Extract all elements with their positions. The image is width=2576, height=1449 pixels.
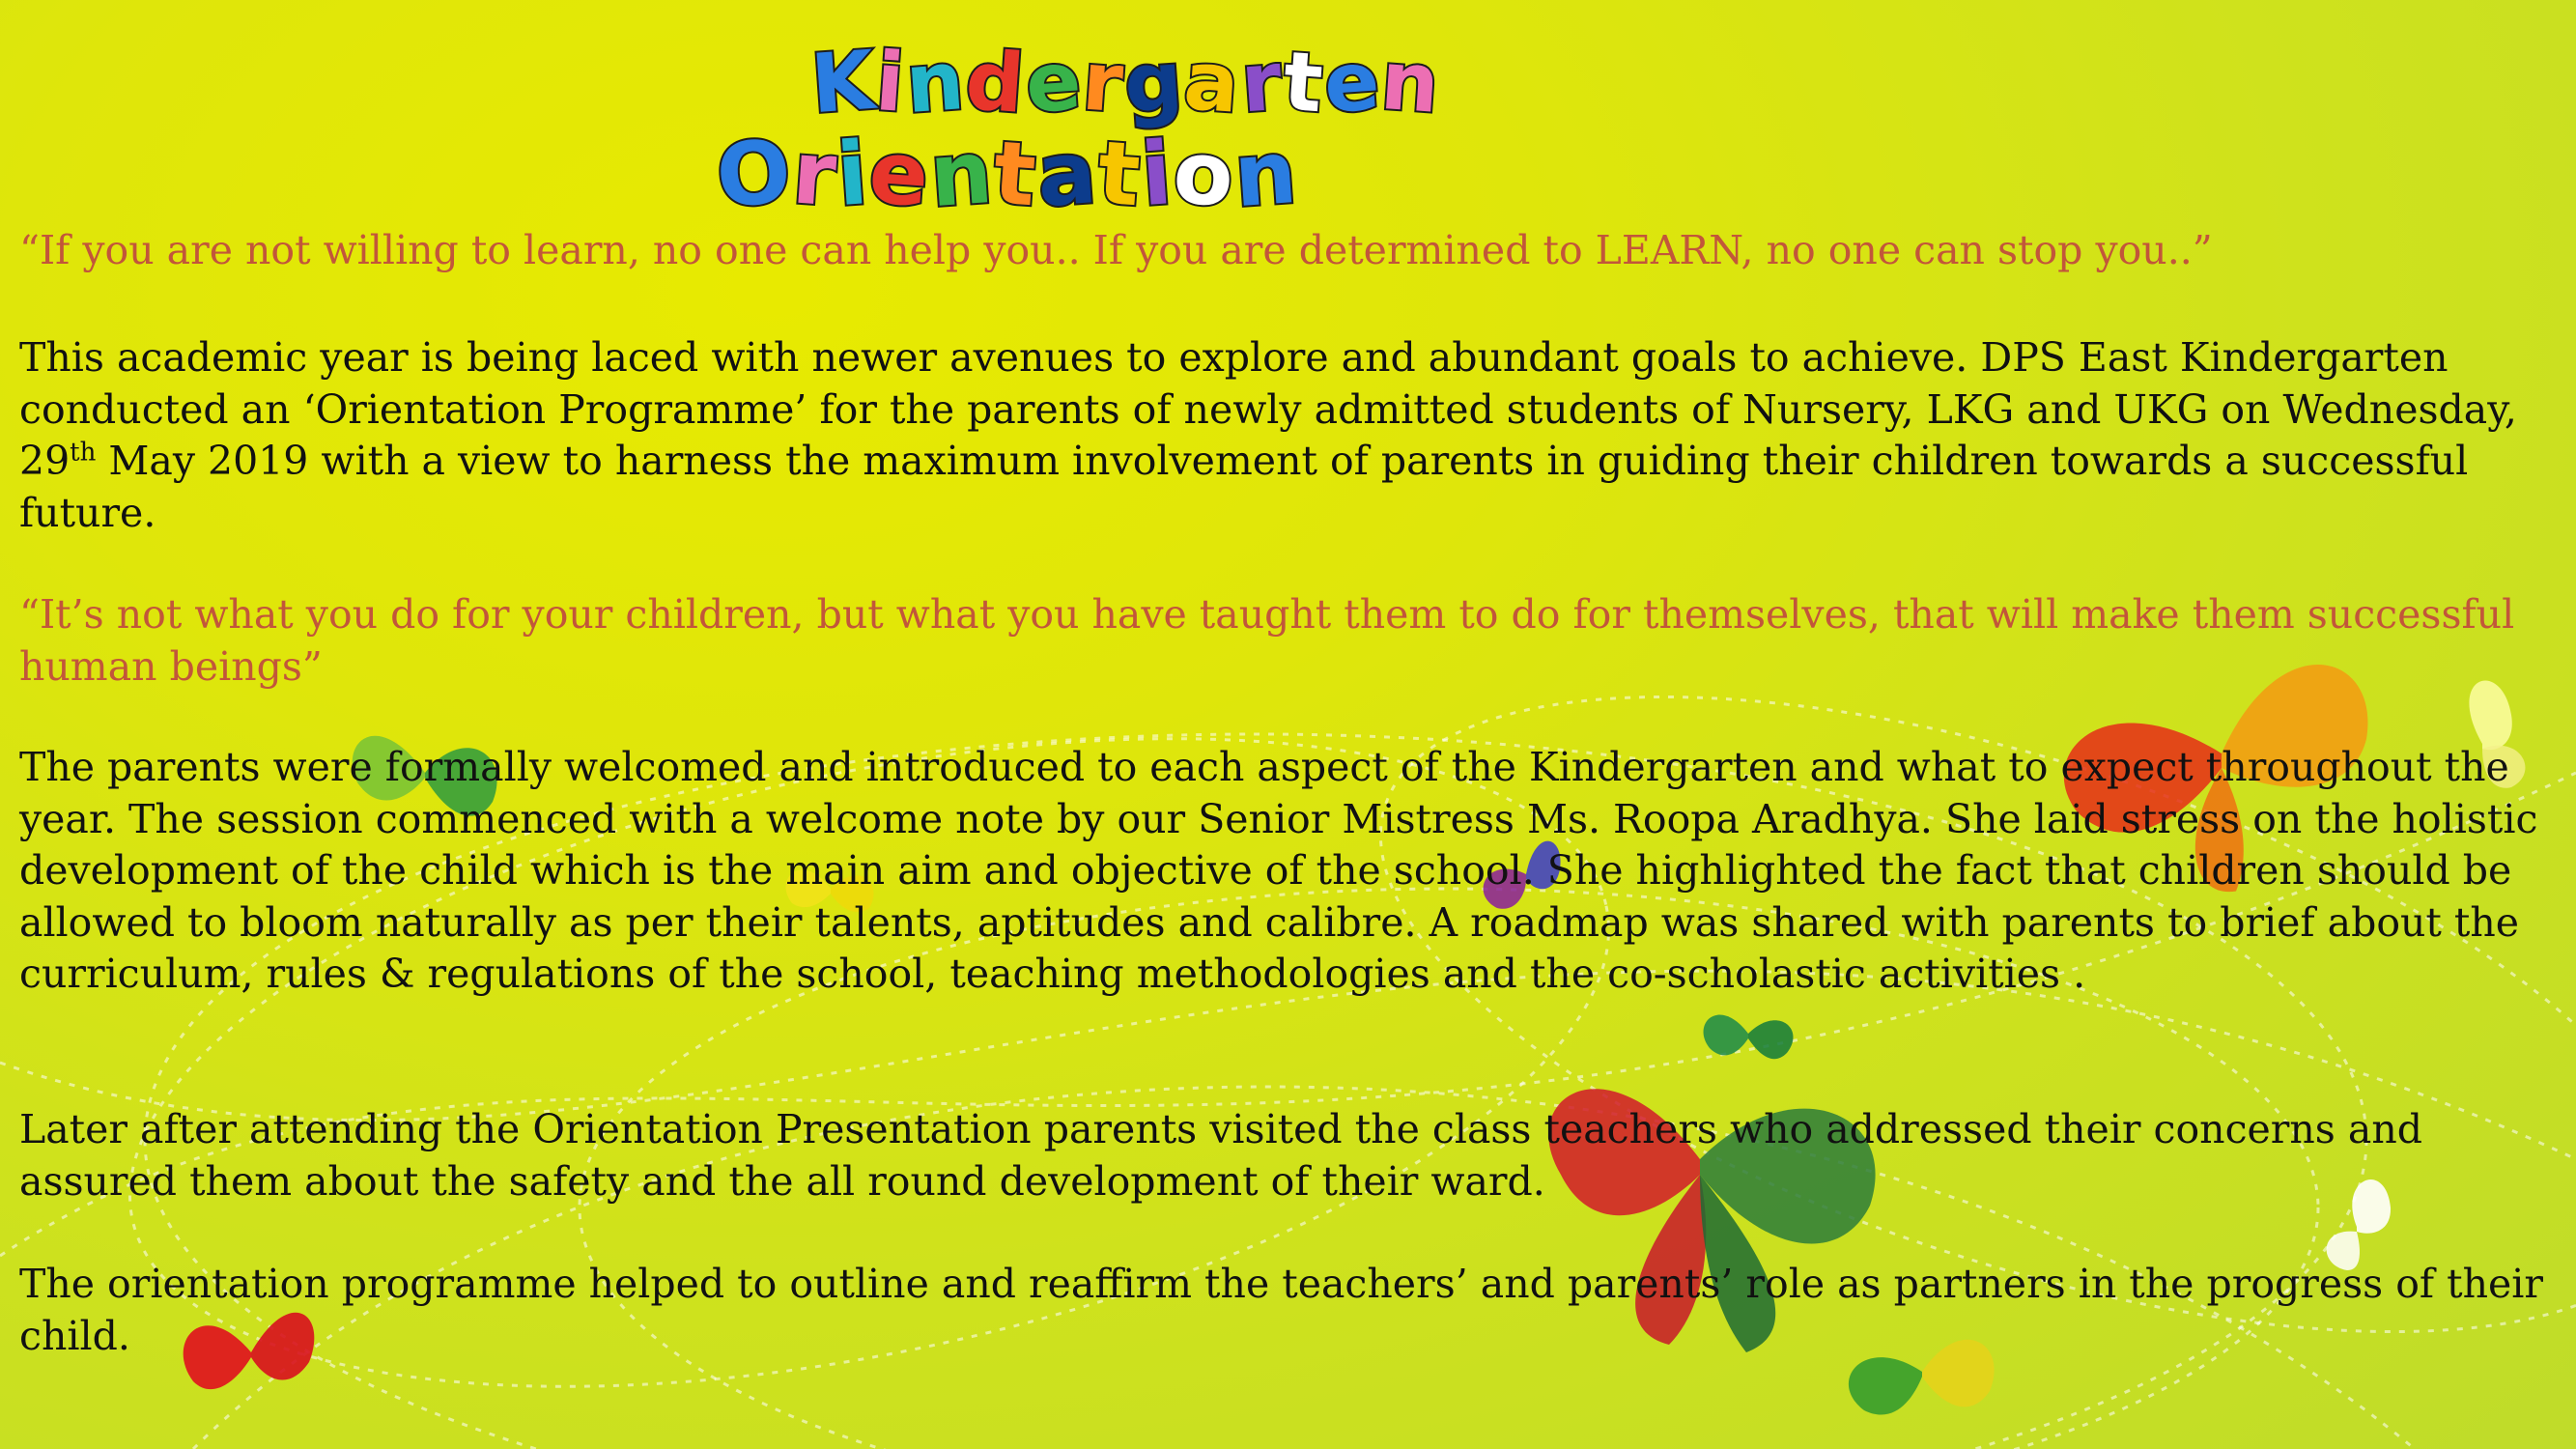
date-ordinal-suffix: th (70, 438, 97, 468)
title-letter: d (962, 32, 1030, 132)
title-letter: i (872, 34, 910, 130)
title-letter: t (1280, 33, 1328, 131)
title-letter: n (1231, 121, 1303, 228)
title-letter: n (902, 32, 970, 132)
title-kindergarten (807, 32, 1444, 132)
title-letter: t (990, 122, 1041, 227)
butterfly-icon (1704, 1015, 1794, 1060)
paragraph-intro-continued: May 2019 with a view to harness the maximum involvement of parents in guiding their children towards a successful future. (19, 438, 2469, 536)
quote-parenting: “It’s not what you do for your children, but what you have taught them to do for themselves, that will make them successful human beings” (19, 591, 2515, 690)
title-letter: a (1033, 121, 1102, 228)
title-letter: a (1181, 33, 1245, 131)
title-letter: r (1079, 33, 1128, 131)
title-letter: n (1377, 32, 1444, 132)
title-letter: r (788, 122, 841, 227)
title-letter: O (713, 121, 797, 228)
title-letter: i (1138, 122, 1177, 227)
title-letter: e (865, 121, 934, 228)
title-letter: o (1169, 121, 1238, 228)
title-orientation (713, 121, 1303, 228)
paragraph-session: The parents were formally welcomed and introduced to each aspect of the Kindergarten and what to expect throughout the year. The session commenced with a welcome note by our Senior Mistress Ms. Roopa Aradhya. She laid stress on the holistic development of the child which is the main aim and objective of the school. She highlighted the fact that children should be allowed to bloom naturally as per their talents, aptitudes and calibre. A roadmap was shared with parents to brief about the curriculum, rules & regulations of the school, teaching methodologies and the co-scholastic activities . (19, 744, 2538, 997)
title-letter: i (834, 122, 873, 227)
title-letter: e (1022, 33, 1087, 131)
title-letter: g (1120, 32, 1188, 132)
paragraph-intro (19, 332, 2550, 539)
quote-learning: “If you are not willing to learn, no one can help you.. If you are determined to LEARN, no one can stop you..” (19, 227, 2213, 273)
paragraph-intro-text: This academic year is being laced with newer avenues to explore and abundant goals to achieve. DPS East Kindergarten conducted an ‘Orientation Programme’ for the parents of newly admitted students of Nursery, LKG and UKG on Wednesday, 29 (19, 334, 2517, 484)
title-letter: n (926, 121, 998, 228)
title-letter: r (1237, 33, 1287, 131)
title-letter: K (807, 32, 880, 132)
title-letter: t (1094, 122, 1146, 227)
paragraph-conclusion: The orientation programme helped to outline and reaffirm the teachers’ and parents’ role as partners in the progress of their child. (19, 1261, 2543, 1359)
title-letter: e (1320, 33, 1385, 131)
paragraph-later: Later after attending the Orientation Presentation parents visited the class teachers who addressed their concerns and assured them about the safety and the all round development of their ward. (19, 1106, 2422, 1205)
